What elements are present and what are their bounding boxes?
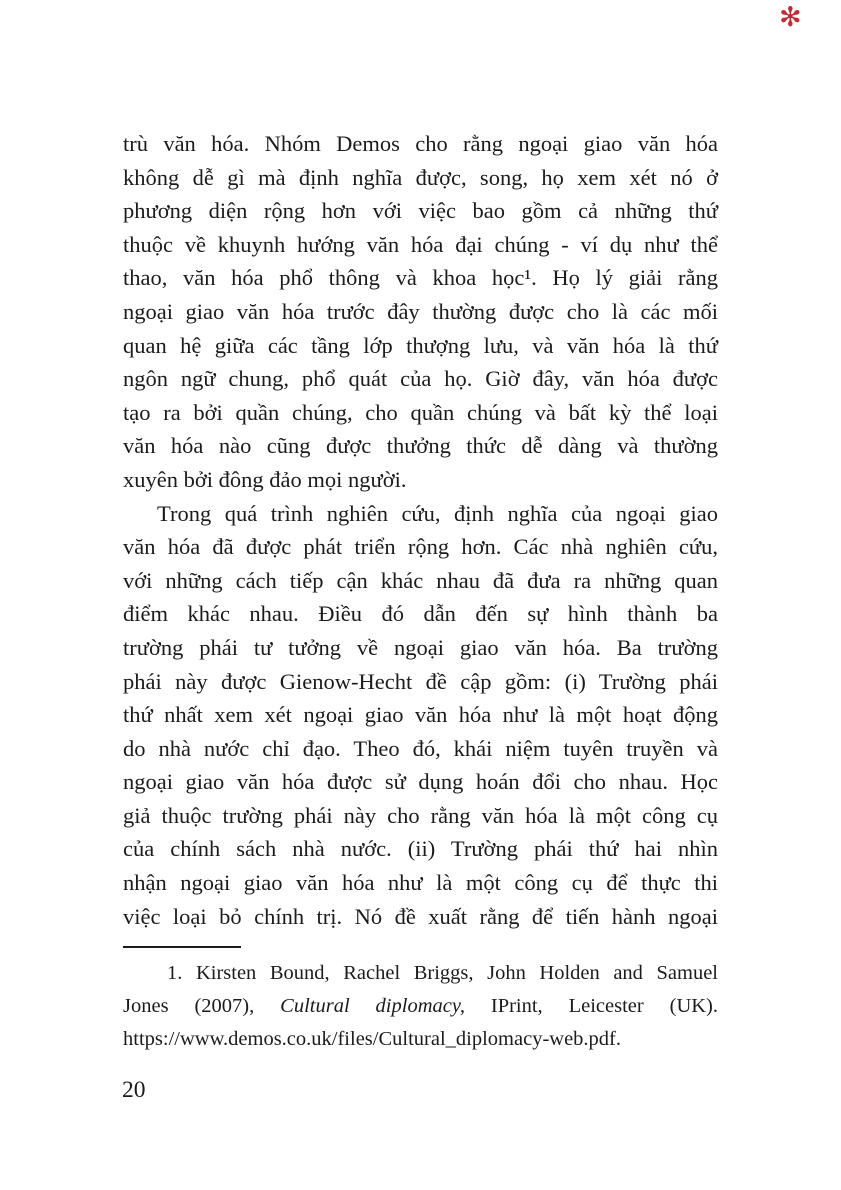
- text-line: xuyên bởi đông đảo mọi người.: [123, 466, 407, 492]
- text-line: trường phái tư tưởng về ngoại giao văn hóa. Ba trường: [123, 634, 718, 660]
- text-line: Trong quá trình nghiên cứu, định nghĩa của ngoại giao: [157, 500, 718, 526]
- flower-ornament-icon: ✻: [779, 2, 802, 33]
- text-line: với những cách tiếp cận khác nhau đã đưa ra những quan: [123, 567, 718, 593]
- text-line: văn hóa đã được phát triển rộng hơn. Các nhà nghiên cứu,: [123, 534, 718, 560]
- text-line: văn hóa nào cũng được thưởng thức dễ dàng và thường: [123, 433, 718, 459]
- text-line: ngoại giao văn hóa trước đây thường được cho là các mối: [123, 298, 718, 324]
- text-line: của chính sách nhà nước. (ii) Trường phái thứ hai nhìn: [123, 836, 718, 862]
- text-line: phương diện rộng hơn với việc bao gồm cả những thứ: [123, 198, 718, 224]
- text-line: thao, văn hóa phổ thông và khoa học¹. Họ lý giải rằng: [123, 265, 718, 291]
- footnote: [123, 946, 718, 1056]
- text-line: việc loại bỏ chính trị. Nó đề xuất rằng để tiến hành ngoại: [123, 903, 718, 929]
- text-line: giả thuộc trường phái này cho rằng văn hóa là một công cụ: [123, 802, 718, 828]
- text-line: không dễ gì mà định nghĩa được, song, họ xem xét nó ở: [123, 164, 718, 190]
- footnote-line: 1. Kirsten Bound, Rachel Briggs, John Holden and Samuel: [167, 962, 718, 984]
- footnote-separator-rule: [123, 946, 241, 948]
- text-line: phái này được Gienow-Hecht đề cập gồm: (i) Trường phái: [123, 668, 718, 694]
- text-line: ngoại giao văn hóa được sử dụng hoán đổi cho nhau. Học: [123, 769, 718, 795]
- text-line: thuộc về khuynh hướng văn hóa đại chúng - ví dụ như thể: [123, 231, 718, 257]
- page-number: 20: [122, 1077, 146, 1103]
- paragraph-1: [123, 127, 718, 497]
- text-line: do nhà nước chỉ đạo. Theo đó, khái niệm tuyên truyền và: [123, 735, 718, 761]
- text-line: nhận ngoại giao văn hóa như là một công cụ để thực thi: [123, 870, 718, 896]
- text-line: ngôn ngữ chung, phổ quát của họ. Giờ đây, văn hóa được: [123, 366, 718, 392]
- text-line: thứ nhất xem xét ngoại giao văn hóa như là một hoạt động: [123, 702, 718, 728]
- text-line: quan hệ giữa các tầng lớp thượng lưu, và văn hóa là thứ: [123, 332, 718, 358]
- paragraph-2: [123, 497, 718, 934]
- footnote-url: https://www.demos.co.uk/files/Cultural_diplomacy-web.pdf.: [123, 1028, 621, 1050]
- body-text: [123, 127, 718, 933]
- text-line: trù văn hóa. Nhóm Demos cho rằng ngoại giao văn hóa: [123, 131, 718, 156]
- footnote-line: [123, 990, 718, 1023]
- text-line: tạo ra bởi quần chúng, cho quần chúng và bất kỳ thể loại: [123, 399, 718, 425]
- footnote-citation-title: Cultural diplomacy,: [280, 995, 465, 1017]
- text-line: điểm khác nhau. Điều đó dẫn đến sự hình thành ba: [123, 601, 718, 627]
- footnote-citation-post: IPrint, Leicester (UK).: [464, 995, 719, 1017]
- footnote-citation-pre: Jones (2007),: [123, 995, 281, 1017]
